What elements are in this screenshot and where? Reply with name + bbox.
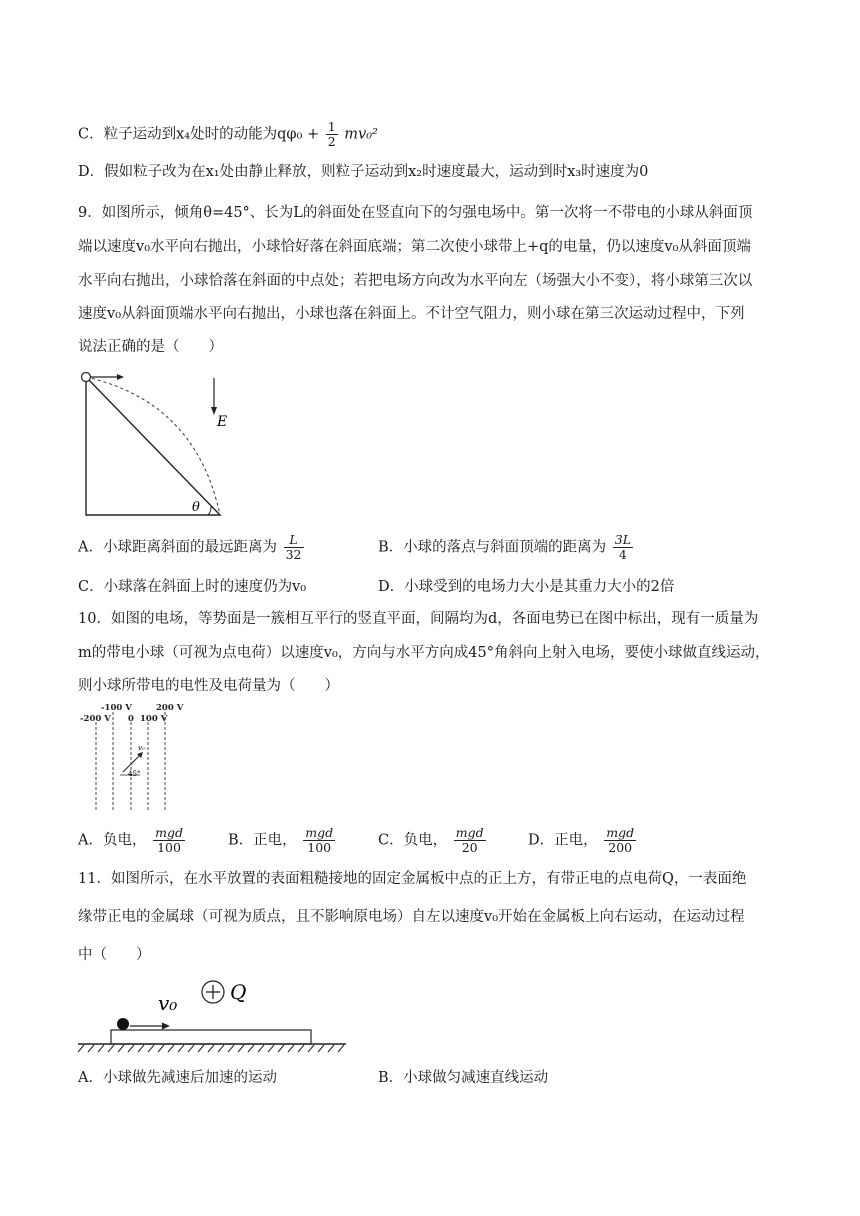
q9-option-d: D．小球受到的电场力大小是其重力大小的2倍 [378, 579, 675, 595]
ball-icon [117, 1018, 129, 1030]
q10-stem-line-1: 10．如图的电场，等势面是一簇相互平行的竖直平面，间隔均为d，各面电势已在图中标出，现有一质量为 [78, 611, 759, 627]
potential-label-top: 200 V [156, 703, 184, 713]
q11-stem-line-2: 缘带正电的金属球（可视为质点，且不影响原电场）自左以速度v₀开始在金属板上向右运动，在运动过程 [78, 909, 745, 925]
q8-option-d: D．假如粒子改为在x₁处由静止释放，则粒子运动到x₂时速度最大，运动到时x₃时速度为0 [78, 164, 649, 180]
q8-option-c-text: C．粒子运动到x₄处时的动能为qφ₀ + [78, 126, 320, 143]
field-label: E [217, 414, 228, 430]
velocity-label: v₀ [138, 744, 145, 752]
angle-label: 45° [128, 770, 141, 778]
q10-option-c: C．负电， $\frac{\text{mgd}}{20}$ [378, 825, 484, 855]
q10-stem-line-3: 则小球所带电的电性及电荷量为（ ） [78, 678, 339, 694]
q10-option-b: B．正电， $\frac{\text{mgd}}{100}$ [228, 825, 334, 855]
q10-stem-line-2: m的带电小球（可视为点电荷）以速度v₀，方向与水平方向成45°角斜向上射入电场，要使小球做直线运动， [78, 645, 770, 661]
potential-label-top: -100 V [101, 703, 132, 713]
metal-plate [111, 1030, 311, 1044]
incline-triangle [86, 377, 220, 515]
q9-stem-line-4: 速度v₀从斜面顶端水平向右抛出，小球也落在斜面上。不计空气阻力，则小球在第三次运动过程中，下列 [78, 306, 745, 322]
q11-option-a: A．小球做先减速后加速的运动 [78, 1070, 277, 1086]
q9-option-b-fraction: $\frac{3L}{4}$ [614, 532, 632, 562]
velocity-label: v₀ [158, 991, 178, 1015]
q8-option-c [78, 120, 378, 149]
q11-option-b: B．小球做匀减速直线运动 [378, 1070, 549, 1086]
q10-option-a: A．负电， $\frac{\text{mgd}}{100}$ [78, 825, 183, 855]
q8-option-c-tail: mv₀² [344, 126, 378, 143]
angle-arc [208, 506, 211, 515]
ball-icon [82, 373, 91, 382]
potential-label-bottom: -200 V [80, 714, 111, 724]
q11-stem-line-3: 中（ ） [78, 947, 151, 963]
q11-stem-line-1: 11．如图所示，在水平放置的表面粗糙接地的固定金属板中点的正上方，有带正电的点电荷Q，一表面绝 [78, 871, 747, 887]
q9-stem-line-2: 端以速度v₀水平向右抛出，小球恰好落在斜面底端；第二次使小球带上+q的电量，仍以速度v₀从斜面顶端 [78, 239, 751, 255]
q8-option-c-fraction: $\frac{1}{2}$ [327, 119, 336, 149]
potential-label-bottom: 100 V [140, 714, 168, 724]
q9-incline-figure [76, 366, 236, 522]
q10-option-d: D．正电， $\frac{\text{mgd}}{200}$ [528, 825, 635, 855]
q10-field-figure [80, 702, 190, 814]
q9-stem-line-3: 水平向右抛出，小球恰落在斜面的中点处；若把电场方向改为水平向左（场强大小不变），将小球第三次以 [78, 273, 753, 289]
q9-option-c: C．小球落在斜面上时的速度仍为v₀ [78, 579, 307, 595]
q11-plate-figure [76, 972, 356, 1056]
q9-option-b: B．小球的落点与斜面顶端的距离为 $\frac{3L}{4}$ [378, 532, 632, 562]
q9-stem-line-1: 9．如图所示，倾角θ=45°、长为L的斜面处在竖直向下的匀强电场中。第一次将一不带电的小球从斜面顶 [78, 205, 753, 221]
ground-hatching [78, 1045, 344, 1052]
angle-label: θ [192, 500, 200, 515]
potential-label-bottom: 0 [128, 714, 134, 724]
q9-stem-line-5: 说法正确的是（ ） [78, 339, 223, 355]
q9-option-a: A．小球距离斜面的最远距离为 $\frac{L}{32}$ [78, 532, 302, 562]
q9-option-a-fraction: $\frac{L}{32}$ [285, 532, 302, 562]
charge-label: Q [230, 980, 247, 1004]
